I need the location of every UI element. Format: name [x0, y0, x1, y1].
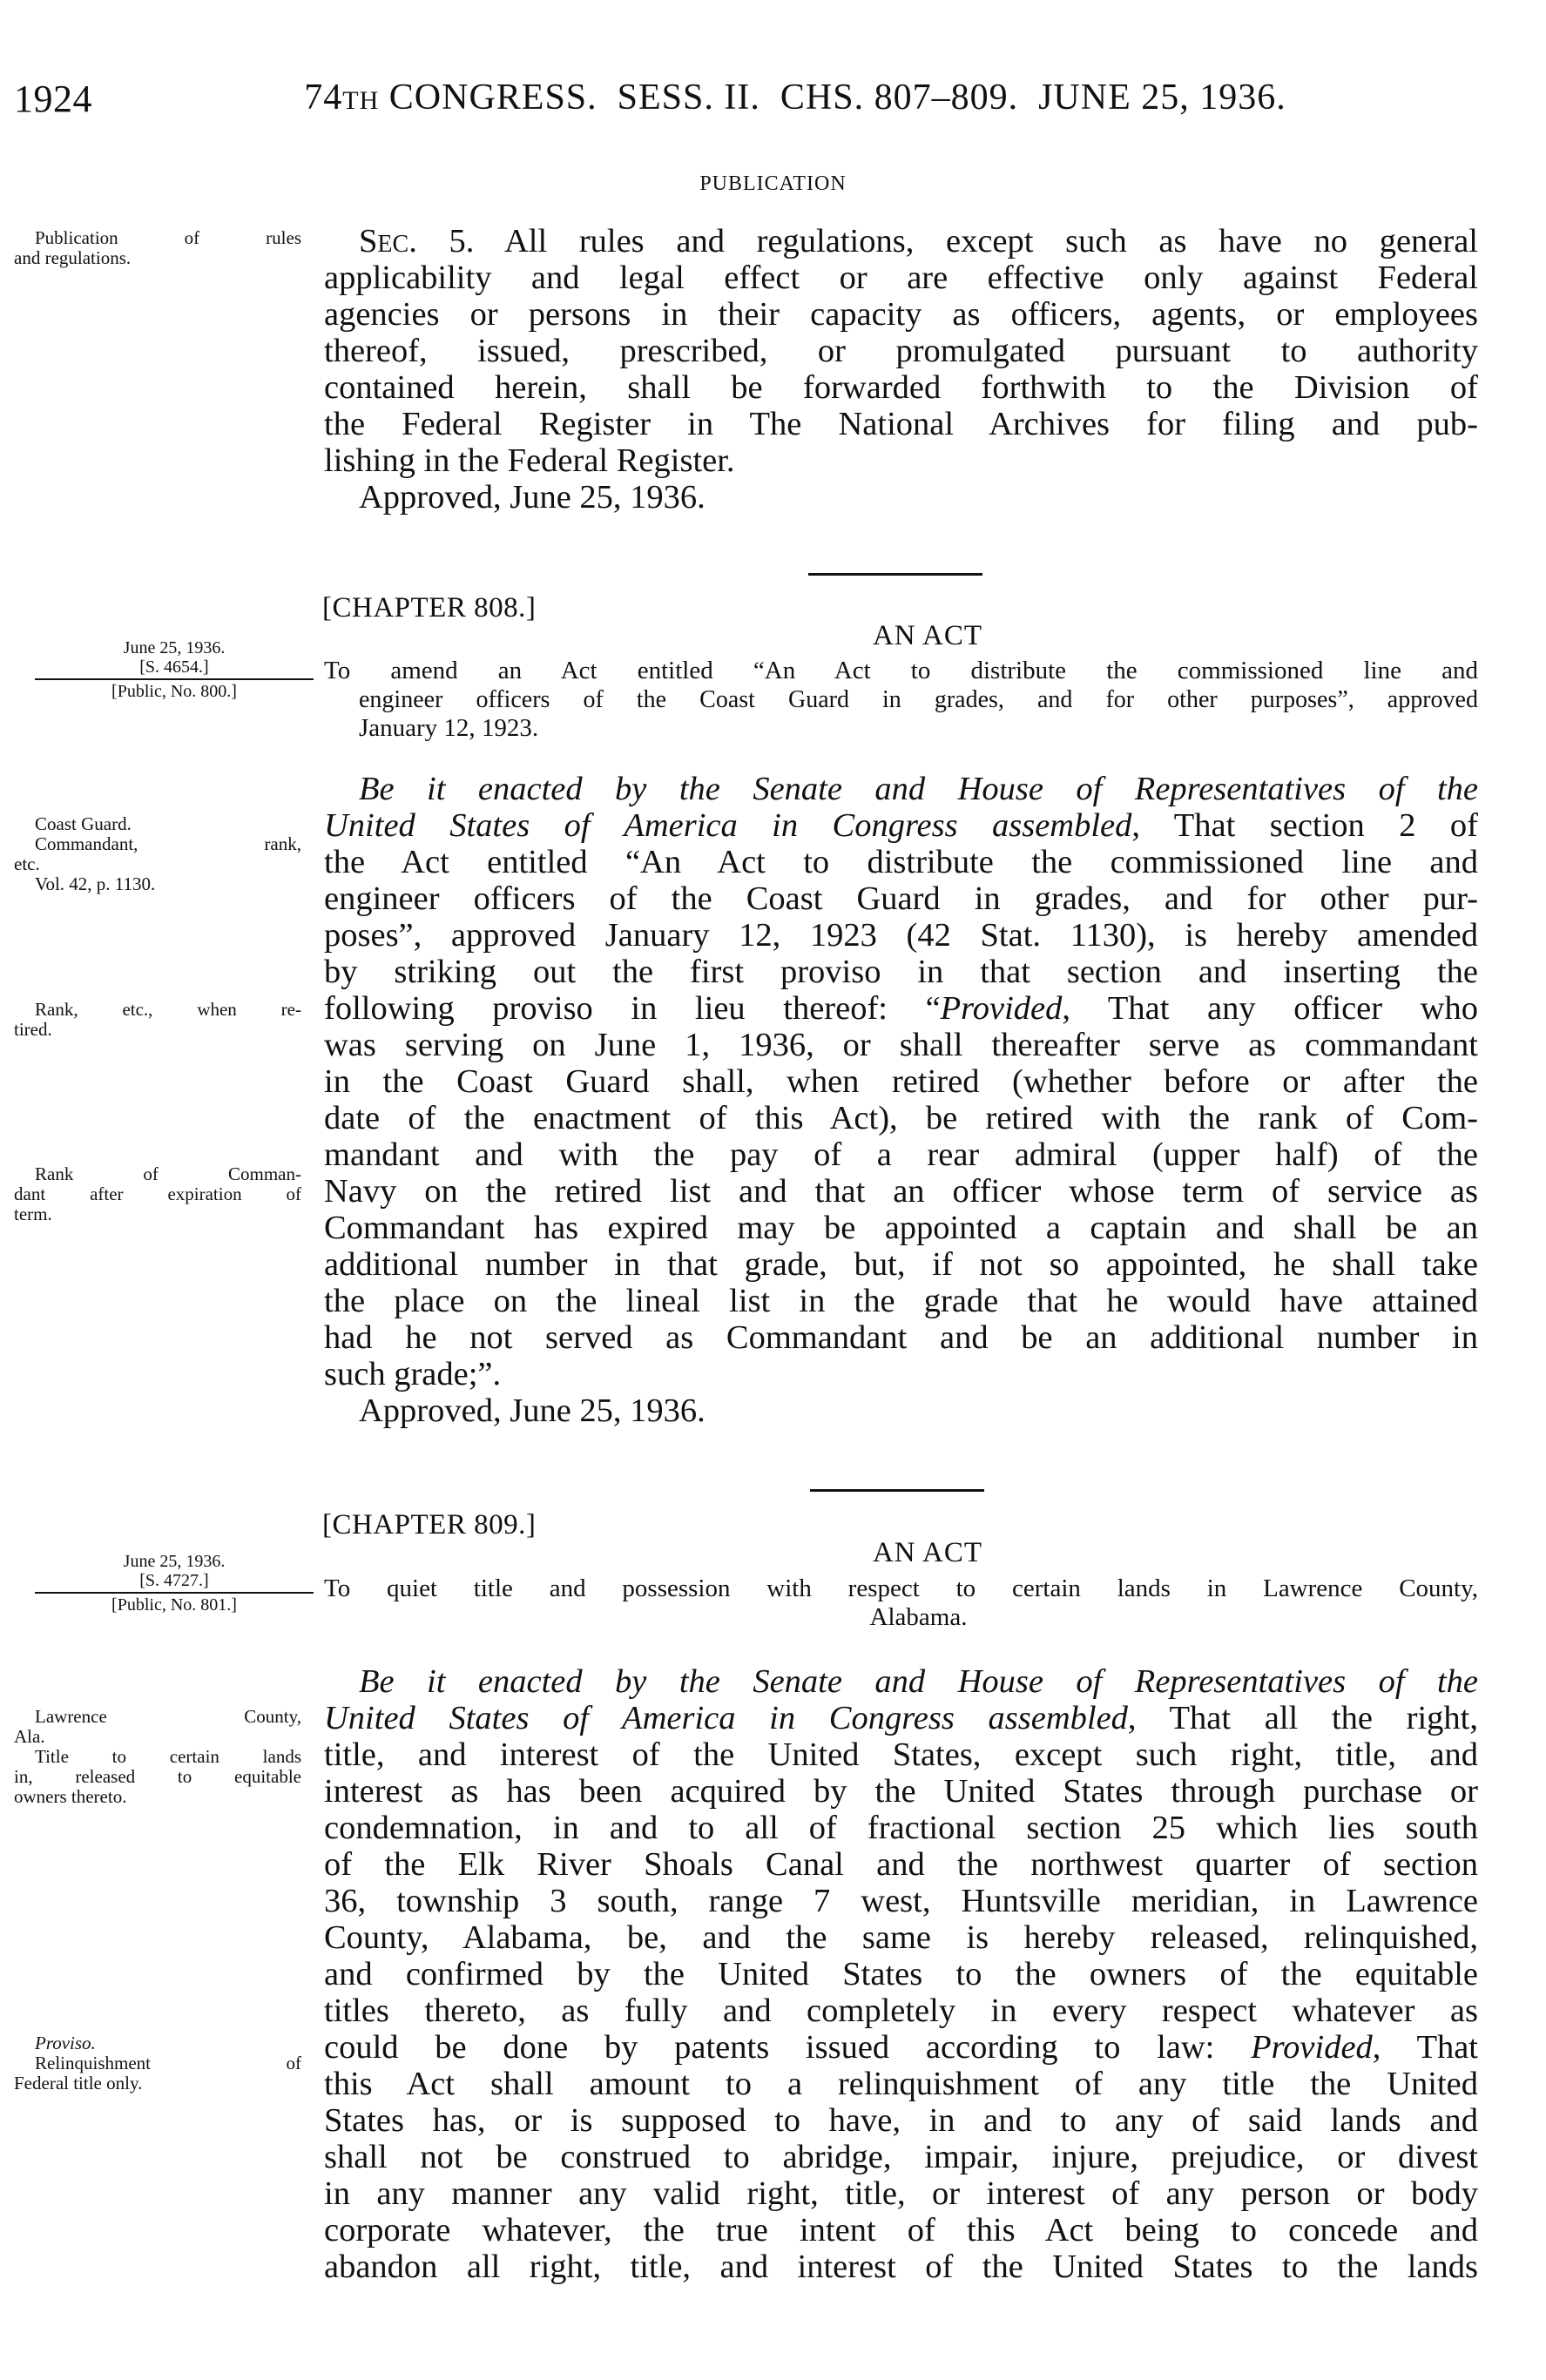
enacting-clause-line	[324, 1663, 1478, 1700]
congress-number: 74	[304, 78, 343, 118]
margin-note-lawrence-county	[14, 1707, 301, 1747]
margin-note-line: owners thereto.	[14, 1786, 127, 1807]
enacting-clause-italic: Be it enacted by the Senate and House of Representatives of the	[359, 1663, 1478, 1700]
margin-note-line: in, released to equitable	[14, 1766, 301, 1787]
chapter-809-body	[324, 1663, 1478, 2285]
running-head-title	[94, 77, 1496, 118]
margin-note-relinquishment	[14, 2053, 301, 2093]
title-line: To quiet title and possession with respect to certain lands in Lawrence County,	[324, 1574, 1478, 1602]
body-line: had he not served as Commandant and be an additional number in	[324, 1319, 1478, 1356]
margin-note-line: Coast Guard.	[35, 813, 132, 834]
title-line: Alabama.	[869, 1603, 968, 1631]
section-heading-publication: PUBLICATION	[699, 172, 847, 195]
body-line: 36, township 3 south, range 7 west, Huntsville meridian, in Lawrence	[324, 1883, 1478, 1919]
body-line: interest as has been acquired by the United States through purchase or	[324, 1773, 1478, 1810]
bill-info-rule	[35, 678, 314, 680]
bill-date: June 25, 1936.	[123, 1552, 226, 1571]
enacting-clause-line	[324, 807, 1478, 844]
body-line: thereof, issued, prescribed, or promulgated pursuant to authority	[324, 333, 1478, 369]
page-number: 1924	[14, 78, 92, 120]
body-line: was serving on June 1, 1936, or shall thereafter serve as commandant	[324, 1027, 1478, 1063]
body-line: titles thereto, as fully and completely in every respect whatever as	[324, 1992, 1478, 2029]
body-line: applicability and legal effect or are effective only against Federal	[324, 260, 1478, 296]
proviso-line-end: , That	[1372, 2029, 1479, 2066]
body-line: mandant and with the pay of a rear admiral (upper half) of the	[324, 1136, 1478, 1173]
title-line: engineer officers of the Coast Guard in grades, and for other purposes”, approved	[359, 686, 1478, 713]
margin-note-line: Relinquishment of	[35, 2053, 301, 2073]
public-law-number: [Public, No. 801.]	[111, 1595, 237, 1615]
enacting-clause-line	[324, 771, 1478, 807]
body-line: shall not be construed to abridge, impair, injure, prejudice, or divest	[324, 2139, 1478, 2175]
margin-note-title-lands	[14, 1747, 301, 1807]
chapter-809-label: [CHAPTER 809.]	[322, 1509, 537, 1541]
sec-label-initial: S	[359, 223, 378, 260]
margin-note-line: Rank, etc., when re-	[35, 999, 301, 1020]
margin-note-publication	[14, 228, 301, 268]
enacting-clause-rest: , That section 2 of	[1131, 807, 1478, 844]
margin-note-line: Commandant, rank,	[35, 833, 301, 854]
body-line: title, and interest of the United States, except such right, title, and	[324, 1736, 1478, 1773]
body-line: the place on the lineal list in the grade that he would have attained	[324, 1283, 1478, 1319]
margin-note-line: tired.	[14, 1019, 52, 1040]
body-line: lishing in the Federal Register.	[324, 442, 735, 479]
margin-note-line: term.	[14, 1203, 52, 1224]
chapter-809-an-act: AN ACT	[872, 1537, 983, 1568]
title-line: January 12, 1923.	[359, 714, 539, 742]
sec-label-rest: . 5. All rules and regulations, except such as have no general	[408, 223, 1478, 260]
chapter-separator-rule	[810, 1489, 984, 1492]
body-line: in any manner any valid right, title, or interest of any person or body	[324, 2175, 1478, 2212]
chapter-808-label: [CHAPTER 808.]	[322, 592, 537, 624]
body-line: additional number in that grade, but, if not so appointed, he shall take	[324, 1246, 1478, 1283]
body-line: Navy on the retired list and that an officer whose term of service as	[324, 1173, 1478, 1210]
margin-note-line: Rank of Comman-	[35, 1163, 301, 1184]
margin-note-line: and regulations.	[14, 247, 132, 268]
body-line: contained herein, shall be forwarded forthwith to the Division of	[324, 369, 1478, 406]
body-line: County, Alabama, be, and the same is hereby released, relinquished,	[324, 1919, 1478, 1956]
body-line: date of the enactment of this Act), be retired with the rank of Com-	[324, 1100, 1478, 1136]
body-line: corporate whatever, the true intent of this Act being to concede and	[324, 2212, 1478, 2249]
margin-note-line: Vol. 42, p. 1130.	[35, 873, 156, 894]
margin-note-proviso	[14, 2033, 301, 2053]
body-line: in the Coast Guard shall, when retired (whether before or after the	[324, 1063, 1478, 1100]
chapter-809-bill-info	[35, 1552, 314, 1615]
section-5-text	[324, 223, 1478, 516]
enacting-clause-line	[324, 1700, 1478, 1736]
body-line: States has, or is supposed to have, in and to any of said lands and	[324, 2102, 1478, 2139]
margin-note-commandant	[14, 834, 301, 874]
margin-note-rank-after-term	[14, 1164, 301, 1224]
margin-note-coast-guard	[14, 814, 301, 834]
body-line: by striking out the first proviso in that section and inserting the	[324, 954, 1478, 990]
body-line: this Act shall amount to a relinquishment of any title the United	[324, 2066, 1478, 2102]
proviso-line	[324, 990, 1478, 1027]
enacting-clause-italic: United States of America in Congress assembled	[324, 1700, 1128, 1736]
proviso-italic: Provided	[940, 990, 1063, 1027]
bill-info-rule	[35, 1592, 314, 1594]
margin-note-line: Ala.	[14, 1726, 45, 1747]
body-line: agencies or persons in their capacity as officers, agents, or employees	[324, 296, 1478, 333]
proviso-line-start: could be done by patents issued according to law:	[324, 2029, 1252, 2066]
body-line: the Act entitled “An Act to distribute the commissioned line and	[324, 844, 1478, 880]
margin-note-line: Title to certain lands	[35, 1746, 301, 1767]
congress-ordinal-suffix: TH	[342, 86, 380, 115]
chapter-808-body	[324, 771, 1478, 1429]
bill-number: [S. 4654.]	[139, 657, 209, 677]
margin-note-line: Federal title only.	[14, 2073, 143, 2093]
margin-note-line	[14, 2033, 301, 2053]
chapter-separator-rule	[808, 573, 982, 576]
approved-date: Approved, June 25, 1936.	[359, 479, 705, 516]
enacting-clause-italic: United States of America in Congress assembled	[324, 807, 1132, 844]
title-line: To amend an Act entitled “An Act to distribute the commissioned line and	[324, 657, 1478, 684]
chapter-809-title	[324, 1574, 1478, 1632]
running-head-rest: CONGRESS. SESS. II. CHS. 807–809. JUNE 25, 1936.	[379, 78, 1286, 118]
running-head	[14, 77, 1486, 120]
body-line: and confirmed by the United States to the owners of the equitable	[324, 1956, 1478, 1992]
proviso-italic-note: Proviso.	[35, 2033, 96, 2053]
sec-label-smallcaps: EC	[377, 231, 409, 258]
proviso-line-end: , That any officer who	[1062, 990, 1478, 1027]
proviso-italic: Provided	[1251, 2029, 1373, 2066]
section-5-first-line	[324, 223, 1478, 260]
margin-note-vol-ref	[14, 874, 301, 894]
enacting-clause-italic: Be it enacted by the Senate and House of Representatives of the	[359, 771, 1478, 807]
chapter-808-bill-info	[35, 638, 314, 701]
margin-note-rank-retired	[14, 1000, 301, 1040]
bill-number: [S. 4727.]	[139, 1571, 209, 1590]
body-line: such grade;”.	[324, 1356, 502, 1392]
body-line: poses”, approved January 12, 1923 (42 Stat. 1130), is hereby amended	[324, 917, 1478, 954]
approved-date: Approved, June 25, 1936.	[359, 1392, 705, 1429]
body-line: condemnation, in and to all of fractional section 25 which lies south	[324, 1810, 1478, 1846]
body-line: engineer officers of the Coast Guard in grades, and for other pur-	[324, 880, 1478, 917]
body-line: of the Elk River Shoals Canal and the northwest quarter of section	[324, 1846, 1478, 1883]
public-law-number: [Public, No. 800.]	[111, 682, 237, 701]
proviso-line	[324, 2029, 1478, 2066]
margin-note-line: Lawrence County,	[35, 1706, 301, 1727]
margin-note-line: Publication of rules	[35, 227, 301, 248]
margin-note-line: etc.	[14, 853, 40, 874]
chapter-808-an-act: AN ACT	[872, 620, 983, 651]
margin-note-line: dant after expiration of	[14, 1183, 301, 1204]
proviso-line-start: following proviso in lieu thereof: “	[324, 990, 941, 1027]
chapter-808-title	[324, 657, 1478, 743]
enacting-clause-rest: , That all the right,	[1127, 1700, 1478, 1736]
bill-date: June 25, 1936.	[123, 638, 226, 657]
body-line: the Federal Register in The National Archives for filing and pub-	[324, 406, 1478, 442]
body-line: abandon all right, title, and interest of the United States to the lands	[324, 2249, 1478, 2285]
body-line: Commandant has expired may be appointed a captain and shall be an	[324, 1210, 1478, 1246]
